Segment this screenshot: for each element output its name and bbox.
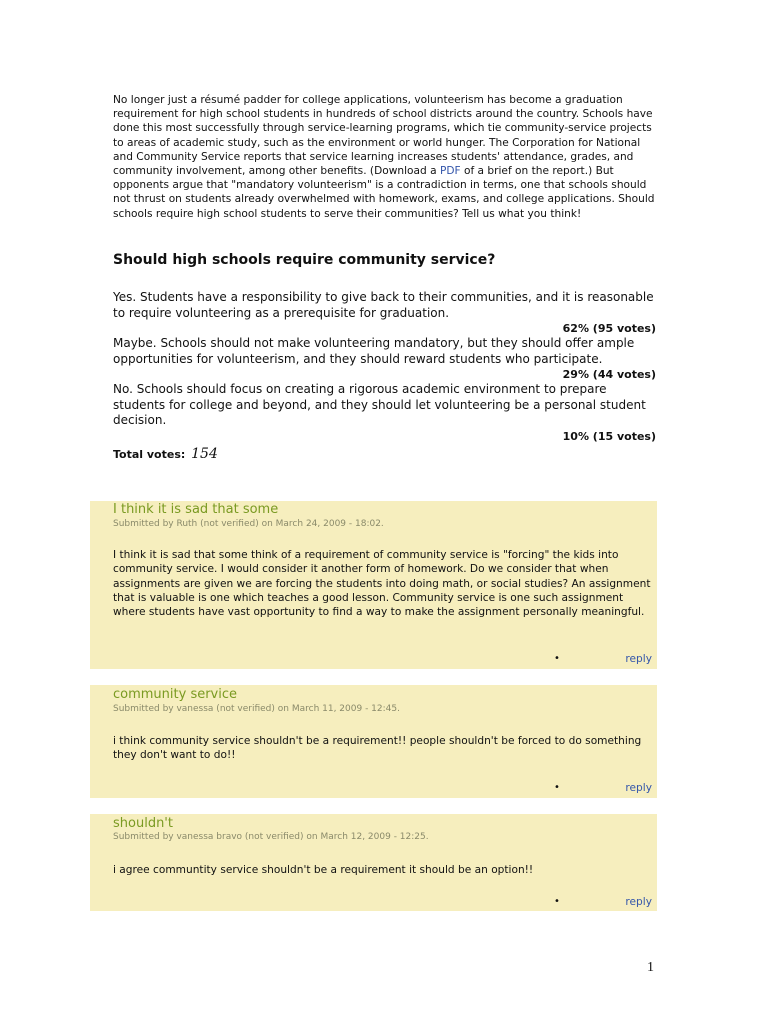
comment-body: I think it is sad that some think of a requirement of community service is "forcing" the kids into community service. I would consider it another form of homework. Do we consider that when assignments are given we are forcing the students into doing math, or social studies? An assignment that is valuable is one which teaches a good lesson. Community service is one such assignment where students have vast opportunity to find a way to make the assignment personally meaningful. <box>113 549 651 619</box>
poll-title: Should high schools require community service? <box>113 252 496 268</box>
total-votes-label: Total votes: <box>113 447 186 461</box>
poll-choice-maybe: Maybe. Schools should not make volunteering mandatory, but they should offer ample opportunities for volunteerism, and they should reward students who participate. <box>113 336 635 366</box>
comment-footer-background <box>90 634 657 669</box>
page-number: 1 <box>647 960 654 975</box>
comment-footer-background <box>90 763 657 798</box>
intro-paragraph <box>113 93 658 221</box>
bullet-icon: • <box>554 653 560 664</box>
poll-choice-no: No. Schools should focus on creating a rigorous academic environment to prepare students for college and beyond, and they should let volunteering be a personal student decision. <box>113 382 646 427</box>
poll-result-no: 10% (15 votes) <box>562 429 656 443</box>
poll-result-yes: 62% (95 votes) <box>562 322 656 335</box>
comment-body: i agree communtity service shouldn't be a requirement it should be an option!! <box>113 864 534 876</box>
comment-title[interactable]: shouldn't <box>113 816 173 831</box>
total-votes-value: 154 <box>191 445 218 462</box>
total-votes <box>113 446 656 462</box>
comment-body: i think community service shouldn't be a requirement!! people shouldn't be forced to do something they don't want to do!! <box>113 735 642 762</box>
bullet-icon: • <box>554 782 560 793</box>
pdf-link[interactable]: PDF <box>439 165 461 178</box>
comment-meta: Submitted by vanessa (not verified) on March 11, 2009 - 12:45. <box>113 704 400 714</box>
poll-results <box>113 290 656 462</box>
reply-link[interactable]: reply <box>625 782 652 794</box>
intro-text-after-link: of a brief on the report.) But opponents argue that "mandatory volunteerism" is a contradiction in terms, one that schools should not thrust on students already overwhelmed with homework, exams, and college applications. Should schools require high school students to serve their communities? Tell us what you think! <box>113 165 655 220</box>
poll-result-maybe: 29% (44 votes) <box>562 368 656 381</box>
poll-choice-yes: Yes. Students have a responsibility to give back to their communities, and it is reasonable to require volunteering as a prerequisite for graduation. <box>113 290 654 320</box>
comment-title[interactable]: community service <box>113 687 238 702</box>
reply-link[interactable]: reply <box>625 653 652 665</box>
comment-footer-background <box>90 878 657 911</box>
intro-text-before-link: No longer just a résumé padder for college applications, volunteerism has become a graduation requirement for high school students in hundreds of school districts around the country. Schools have done this most successfully through service-learning programs, which tie community-service projects to areas of academic study, such as the environment or world hunger. The Corporation for National and Community Service reports that service learning increases students' attendance, grades, and community involvement, among other benefits. (Download a <box>113 94 653 178</box>
bullet-icon: • <box>554 896 560 907</box>
comment-title[interactable]: I think it is sad that some <box>113 502 279 517</box>
comment-meta: Submitted by vanessa bravo (not verified) on March 12, 2009 - 12:25. <box>113 832 429 842</box>
reply-link[interactable]: reply <box>625 896 652 908</box>
comment-meta: Submitted by Ruth (not verified) on March 24, 2009 - 18:02. <box>113 519 384 529</box>
